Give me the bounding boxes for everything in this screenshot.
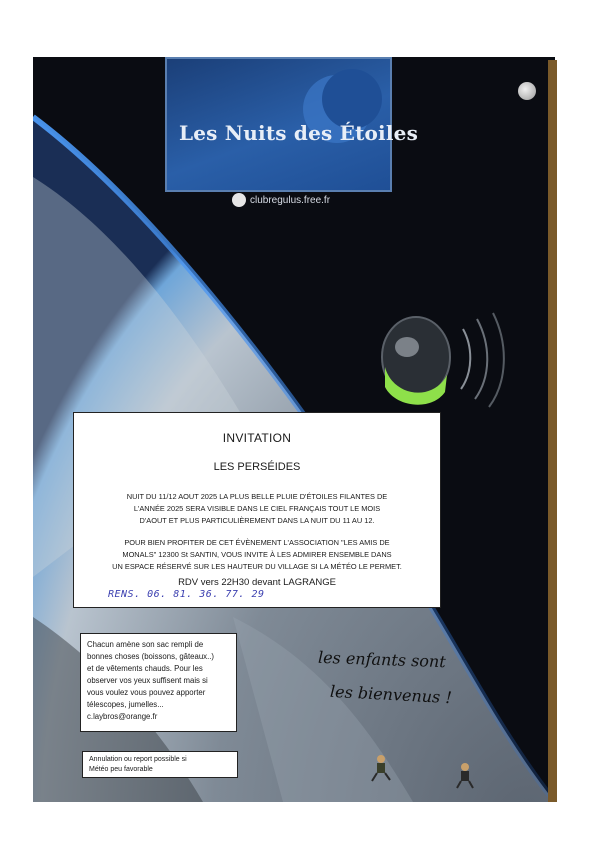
nuits-des-etoiles-banner (165, 57, 419, 192)
contact-email[interactable]: c.laybros@orange.fr (87, 712, 158, 721)
text-line: Annulation ou report possible si (89, 756, 187, 763)
text-line: Météo peu favorable (89, 766, 153, 773)
text-line: télescopes, jumelles... (87, 700, 164, 709)
invitation-paragraph-2 (84, 537, 430, 573)
text-line: UN ESPACE RÉSERVÉ SUR LES HAUTEUR DU VILLAGE SI LA MÉTÉO LE PERMET. (112, 562, 402, 571)
text-line: observer vos yeux suffisent mais si (87, 676, 208, 685)
invitation-subheading: LES PERSÉIDES (213, 461, 301, 473)
text-line: POUR BIEN PROFITER DE CET ÉVÈNEMENT L'ASSOCIATION "LES AMIS DE (124, 538, 390, 547)
rendezvous-text: RDV vers 22H30 devant LAGRANGE (178, 577, 336, 588)
club-website (232, 193, 330, 207)
bring-items-note (80, 633, 237, 732)
banner-title: Les Nuits des Étoiles (179, 121, 419, 145)
handwritten-phone: RENS. 06. 81. 36. 77. 29 (108, 589, 265, 600)
saturn-icon (232, 193, 246, 207)
poster-wood-frame-edge (548, 60, 557, 802)
text-line: MONALS" 12300 St SANTIN, VOUS INVITE À LES ADMIRER ENSEMBLE DANS (122, 550, 392, 559)
handwritten-children-welcome-line-2: les bienvenus ! (329, 681, 453, 708)
text-line: bonnes choses (boissons, gâteaux..) (87, 652, 214, 661)
text-line: Chacun amène son sac rempli de (87, 640, 204, 649)
moon-icon (518, 82, 536, 100)
text-line: L'ANNÉE 2025 SERA VISIBLE DANS LE CIEL FRANÇAIS TOUT LE MOIS (133, 504, 381, 513)
club-website-text: clubregulus.free.fr (250, 194, 331, 206)
cancellation-notice (82, 751, 238, 778)
text-line: vous voulez vous pouvez apporter (87, 688, 206, 697)
handwritten-children-welcome-line-1: les enfants sont (317, 647, 447, 672)
invitation-heading: INVITATION (222, 431, 292, 445)
invitation-box (73, 412, 441, 608)
text-line: D'AOUT ET PLUS PARTICULIÈREMENT DANS LA NUIT DU 11 AU 12. (139, 516, 375, 525)
text-line: NUIT DU 11/12 AOUT 2025 LA PLUS BELLE PLUIE D'ÉTOILES FILANTES DE (126, 492, 388, 501)
text-line: et de vêtements chauds. Pour les (87, 664, 203, 673)
invitation-paragraph-1 (84, 491, 430, 527)
